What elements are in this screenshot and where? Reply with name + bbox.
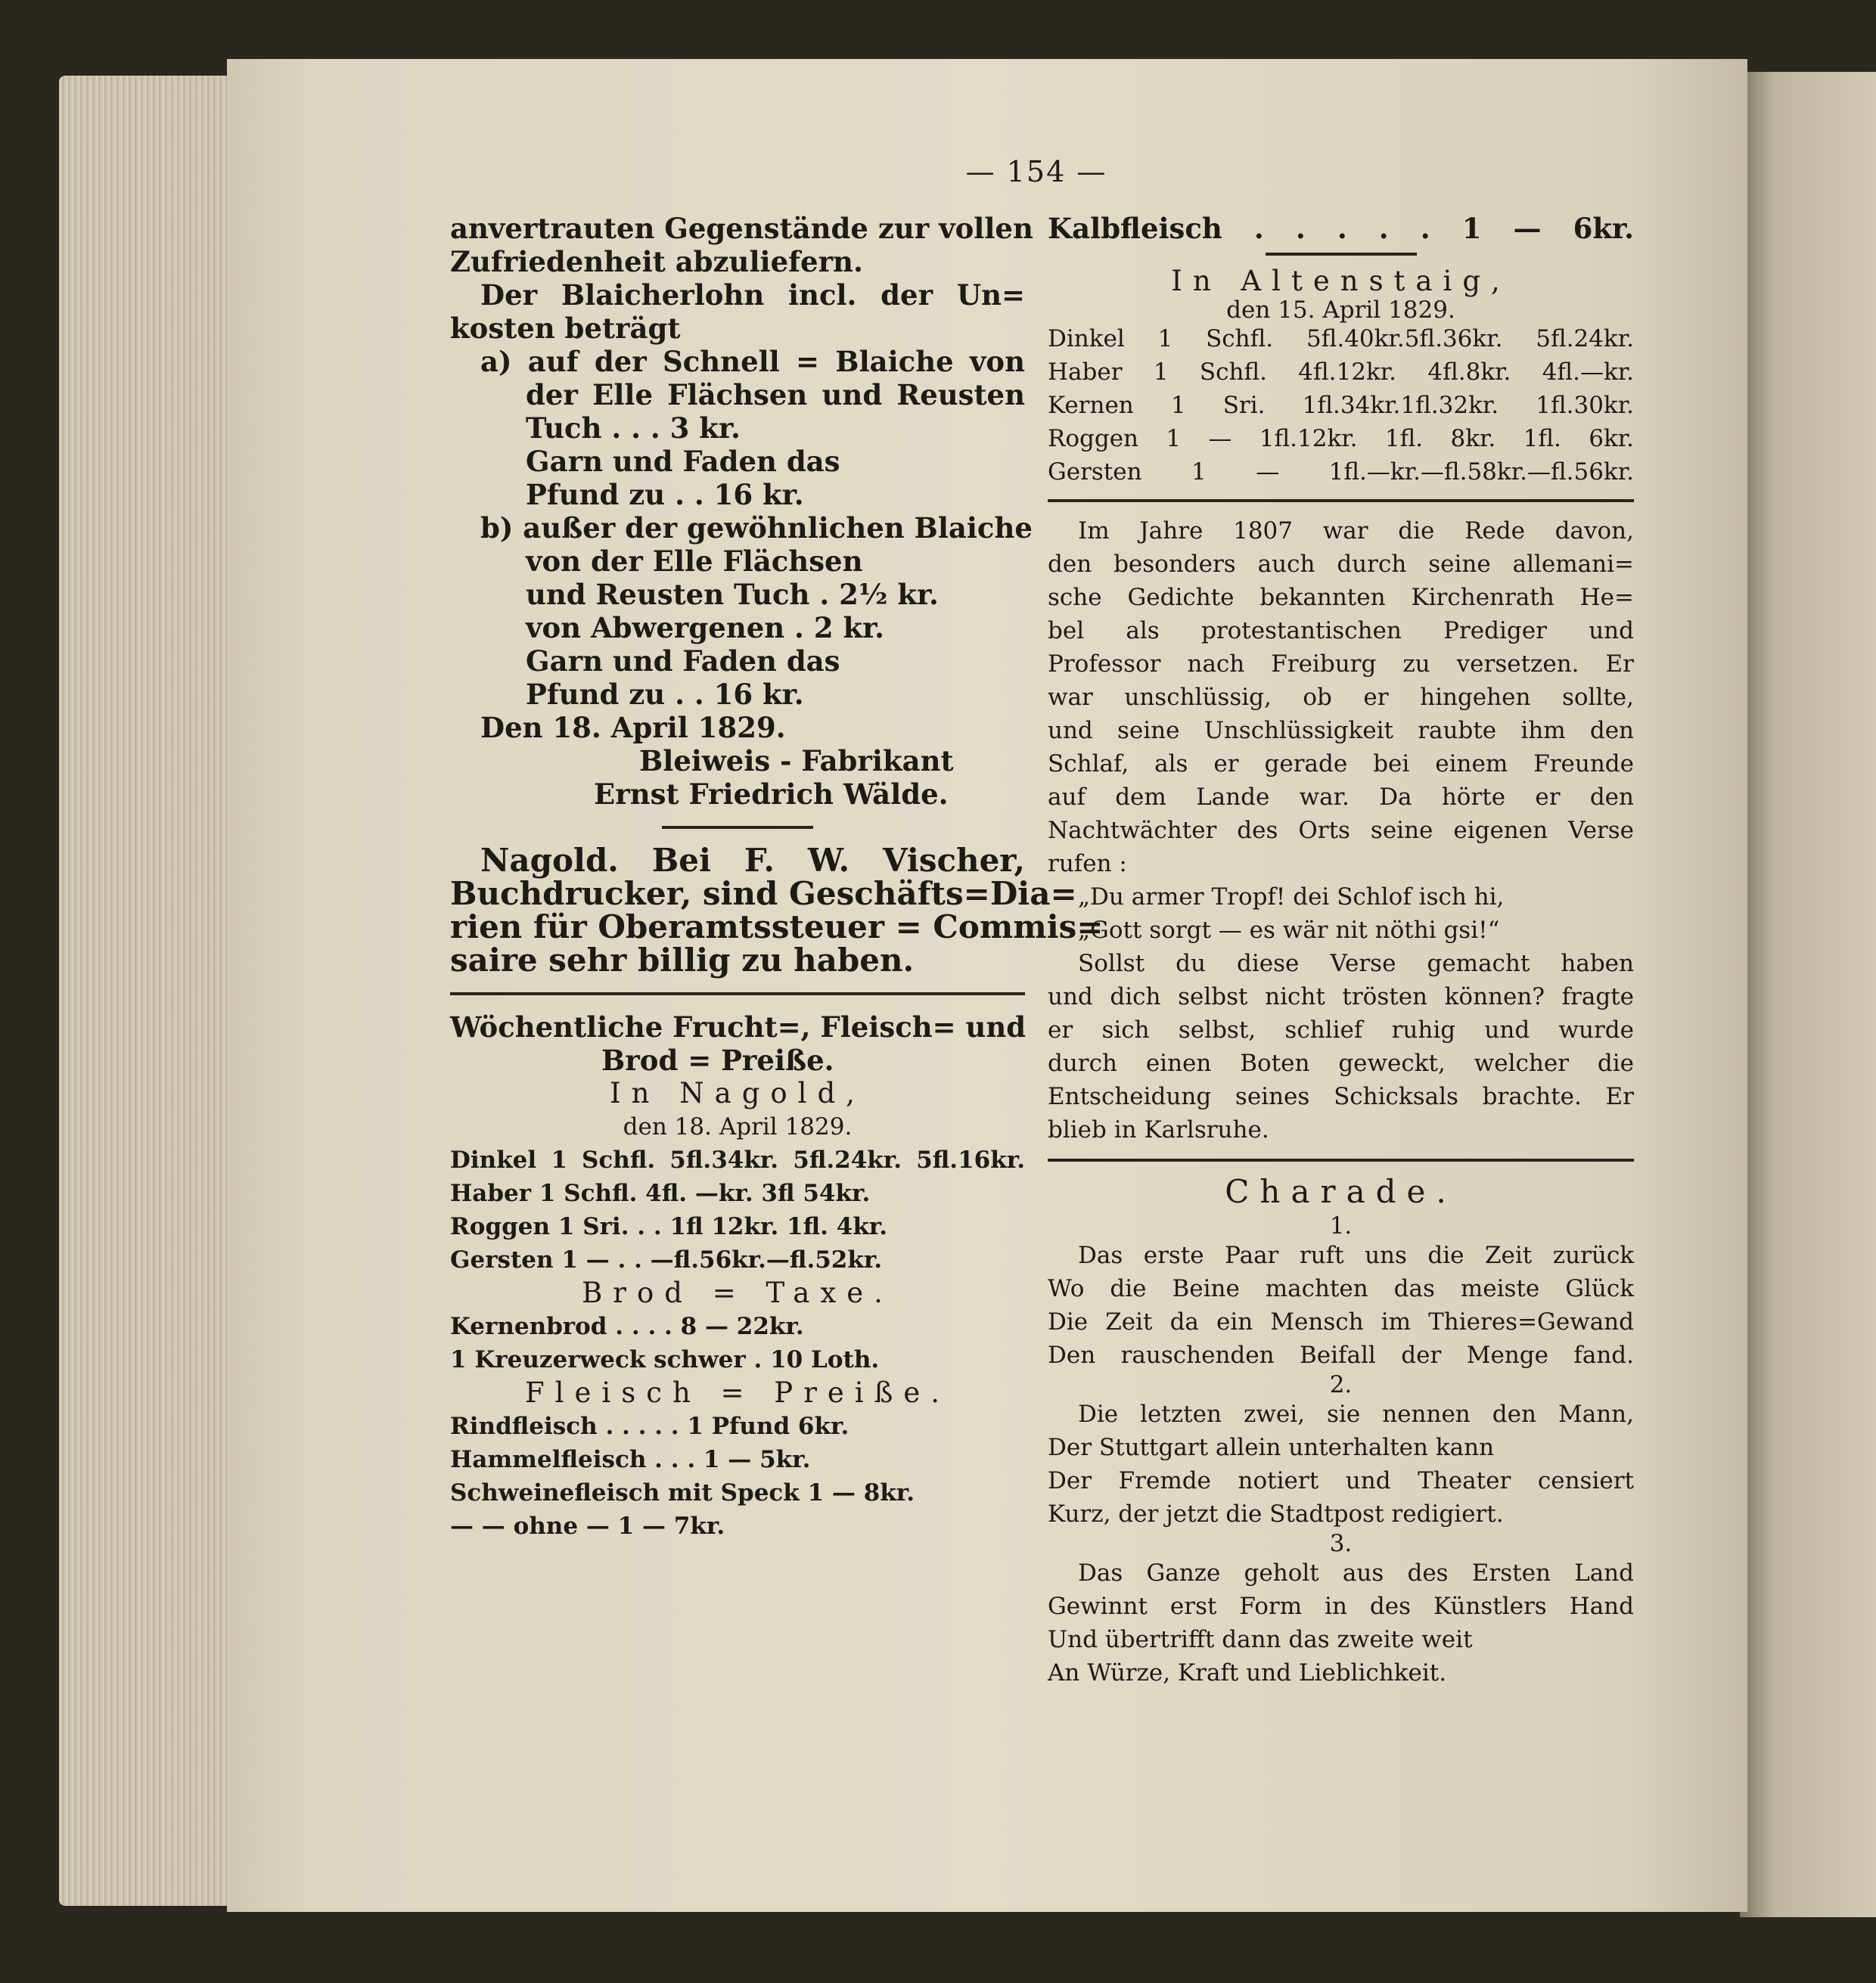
place-date: den 18. April 1829. bbox=[623, 1113, 853, 1140]
place-heading: In Nagold, bbox=[610, 1077, 865, 1109]
story-verse: „Du armer Tropf! dei Schlof isch hi, bbox=[1078, 883, 1505, 911]
page-number: — 154 — bbox=[965, 155, 1107, 188]
notice-line: saire sehr billig zu haben. bbox=[450, 942, 915, 979]
verse-line: Der Fremde notiert und Theater censiert bbox=[1048, 1467, 1634, 1494]
notice-line: Nagold. Bei F. W. Vischer, bbox=[480, 842, 1025, 879]
price-row: Dinkel 1 Schfl. 5fl.34kr. 5fl.24kr. 5fl.16kr. bbox=[450, 1147, 1025, 1174]
verse-line: Der Stuttgart allein unterhalten kann bbox=[1048, 1434, 1495, 1461]
list-item: Garn und Faden das bbox=[526, 644, 840, 678]
prices-title: Brod = Preiße. bbox=[601, 1044, 834, 1077]
price-row: Kalbfleisch . . . . . 1 — 6kr. bbox=[1048, 212, 1634, 245]
charade-title: Charade. bbox=[1225, 1173, 1457, 1210]
text-line: Zufriedenheit abzuliefern. bbox=[450, 245, 863, 278]
story-line: Sollst du diese Verse gemacht haben bbox=[1078, 950, 1634, 977]
verse-line: Kurz, der jetzt die Stadtpost redigiert. bbox=[1048, 1500, 1504, 1528]
divider bbox=[1048, 499, 1634, 502]
story-line: den besonders auch durch seine allemani= bbox=[1048, 551, 1634, 578]
story-line: war unschlüssig, ob er hingehen sollte, bbox=[1048, 684, 1634, 711]
place-date: den 15. April 1829. bbox=[1226, 296, 1455, 324]
list-item: von der Elle Flächsen bbox=[526, 545, 863, 578]
story-line: Entscheidung seines Schicksals brachte. Er bbox=[1048, 1083, 1634, 1110]
list-item: Tuch . . . 3 kr. bbox=[526, 411, 741, 445]
verse-line: Gewinnt erst Form in des Künstlers Hand bbox=[1048, 1593, 1634, 1620]
story-line: rufen : bbox=[1048, 850, 1127, 877]
story-line: Nachtwächter des Orts seine eigenen Verse bbox=[1048, 817, 1634, 844]
story-line: Professor nach Freiburg zu versetzen. Er bbox=[1048, 650, 1634, 678]
list-item: und Reusten Tuch . 2½ kr. bbox=[526, 578, 939, 611]
divider bbox=[450, 992, 1025, 995]
verse-line: Und übertrifft dann das zweite weit bbox=[1048, 1626, 1473, 1653]
verse-number: 1. bbox=[1329, 1212, 1353, 1240]
date-line: Den 18. April 1829. bbox=[480, 711, 786, 744]
story-line: blieb in Karlsruhe. bbox=[1048, 1116, 1269, 1144]
book-page-edges bbox=[59, 76, 233, 1906]
story-line: Schlaf, als er gerade bei einem Freunde bbox=[1048, 750, 1634, 777]
price-row: Kernen 1 Sri. 1fl.34kr.1fl.32kr. 1fl.30kr. bbox=[1048, 392, 1634, 419]
adjacent-page bbox=[1740, 72, 1876, 1917]
list-item: a) auf der Schnell = Blaiche von bbox=[480, 345, 1025, 378]
story-verse: „Gott sorgt — es wär nit nöthi gsi!“ bbox=[1078, 917, 1500, 944]
price-row: Kernenbrod . . . . 8 — 22kr. bbox=[450, 1313, 804, 1340]
price-row: Haber 1 Schfl. 4fl.12kr. 4fl.8kr. 4fl.—kr. bbox=[1048, 358, 1634, 386]
story-line: und seine Unschlüssigkeit raubte ihm den bbox=[1048, 717, 1634, 744]
story-line: bel als protestantischen Prediger und bbox=[1048, 617, 1634, 644]
section-heading: Brod = Taxe. bbox=[582, 1277, 893, 1309]
list-item: Garn und Faden das bbox=[526, 445, 840, 478]
verse-line: Wo die Beine machten das meiste Glück bbox=[1048, 1275, 1634, 1302]
notice-line: Buchdrucker, sind Geschäfts=Dia= bbox=[450, 875, 1077, 912]
story-line: er sich selbst, schlief ruhig und wurde bbox=[1048, 1016, 1634, 1044]
divider bbox=[662, 826, 813, 829]
story-line: Im Jahre 1807 war die Rede davon, bbox=[1078, 517, 1634, 545]
verse-number: 2. bbox=[1329, 1371, 1353, 1398]
text-line: anvertrauten Gegenstände zur vollen bbox=[450, 212, 1033, 245]
price-row: Dinkel 1 Schfl. 5fl.40kr.5fl.36kr. 5fl.24kr. bbox=[1048, 325, 1634, 352]
price-row: Hammelfleisch . . . 1 — 5kr. bbox=[450, 1446, 811, 1473]
verse-line: Die Zeit da ein Mensch im Thieres=Gewand bbox=[1048, 1308, 1634, 1336]
prices-title: Wöchentliche Frucht=, Fleisch= und bbox=[450, 1010, 1027, 1044]
notice-line: rien für Oberamtssteuer = Commis= bbox=[450, 908, 1104, 945]
story-line: sche Gedichte bekannten Kirchenrath He= bbox=[1048, 584, 1634, 611]
text-line: Der Blaicherlohn incl. der Un= bbox=[480, 278, 1025, 312]
price-row: Haber 1 Schfl. 4fl. —kr. 3fl 54kr. bbox=[450, 1180, 871, 1207]
verse-line: Den rauschenden Beifall der Menge fand. bbox=[1048, 1342, 1634, 1369]
list-item: Pfund zu . . 16 kr. bbox=[526, 678, 804, 711]
verse-line: Das Ganze geholt aus des Ersten Land bbox=[1078, 1559, 1634, 1587]
story-line: durch einen Boten geweckt, welcher die bbox=[1048, 1050, 1634, 1077]
place-heading: In Altenstaig, bbox=[1171, 265, 1511, 297]
price-row: 1 Kreuzerweck schwer . 10 Loth. bbox=[450, 1346, 880, 1373]
divider bbox=[1266, 253, 1417, 256]
list-item: b) außer der gewöhnlichen Blaiche bbox=[480, 511, 1033, 545]
verse-line: Die letzten zwei, sie nennen den Mann, bbox=[1078, 1401, 1634, 1428]
story-line: und dich selbst nicht trösten können? fragte bbox=[1048, 983, 1634, 1010]
right-column bbox=[1048, 212, 1634, 1690]
list-item: der Elle Flächsen und Reusten bbox=[526, 378, 1025, 411]
section-heading: Fleisch = Preiße. bbox=[525, 1376, 950, 1409]
divider bbox=[1048, 1159, 1634, 1162]
price-row: Schweinefleisch mit Speck 1 — 8kr. bbox=[450, 1479, 915, 1507]
verse-line: Das erste Paar ruft uns die Zeit zurück bbox=[1078, 1242, 1634, 1269]
verse-number: 3. bbox=[1329, 1530, 1353, 1557]
list-item: Pfund zu . . 16 kr. bbox=[526, 478, 804, 511]
price-row: — — ohne — 1 — 7kr. bbox=[450, 1513, 725, 1540]
signature-line: Ernst Friedrich Wälde. bbox=[594, 777, 949, 811]
price-row: Gersten 1 — 1fl.—kr.—fl.58kr.—fl.56kr. bbox=[1048, 458, 1634, 486]
story-line: auf dem Lande war. Da hörte er den bbox=[1048, 784, 1634, 811]
list-item: von Abwergenen . 2 kr. bbox=[526, 611, 885, 644]
price-row: Roggen 1 — 1fl.12kr. 1fl. 8kr. 1fl. 6kr. bbox=[1048, 425, 1634, 452]
text-line: kosten beträgt bbox=[450, 312, 681, 345]
price-row: Gersten 1 — . . —fl.56kr.—fl.52kr. bbox=[450, 1246, 883, 1274]
price-row: Rindfleisch . . . . . 1 Pfund 6kr. bbox=[450, 1413, 849, 1440]
signature-line: Bleiweis - Fabrikant bbox=[639, 744, 954, 777]
price-row: Roggen 1 Sri. . . 1fl 12kr. 1fl. 4kr. bbox=[450, 1213, 888, 1240]
verse-line: An Würze, Kraft und Lieblichkeit. bbox=[1048, 1659, 1447, 1687]
